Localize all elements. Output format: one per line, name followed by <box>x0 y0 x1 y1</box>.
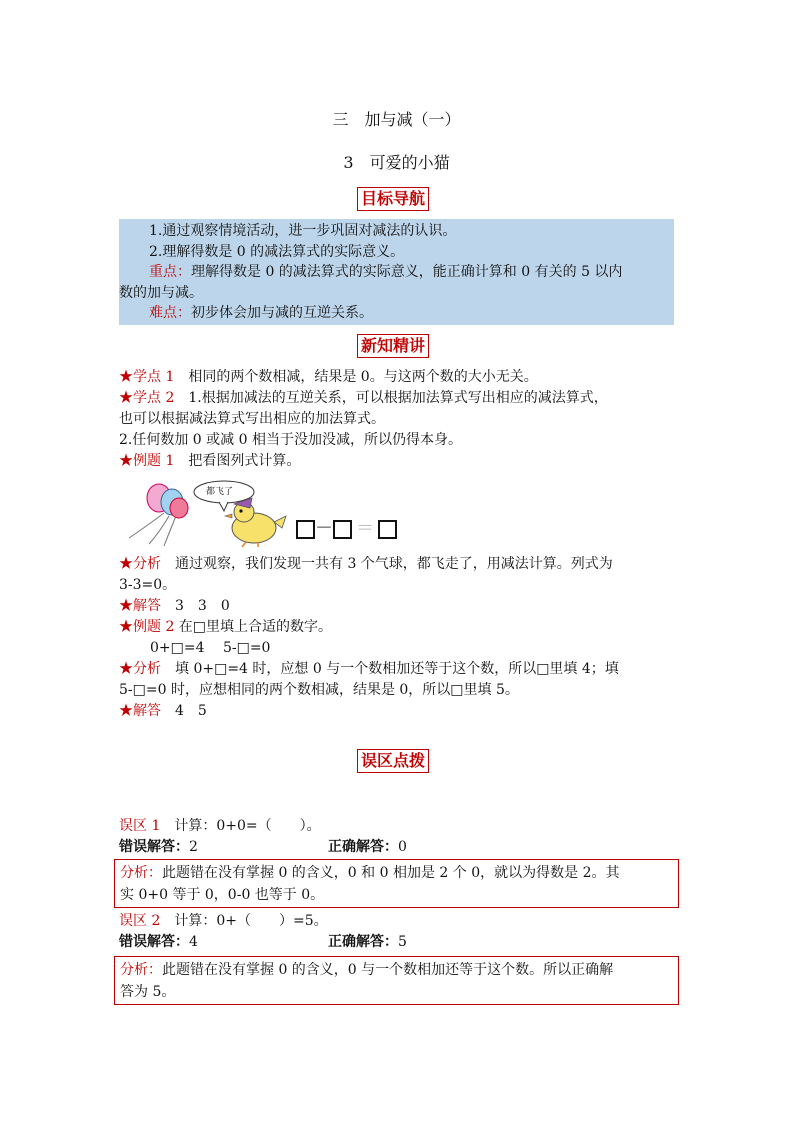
mistake2-correct <box>328 932 407 953</box>
mistake2-analysis-line-2: 答为 5。 <box>120 984 176 1000</box>
mistake1-analysis-text: 此题错在没有掌握 0 的含义，0 和 0 相加是 2 个 0，就以为得数是 2。其 <box>162 865 620 881</box>
mistake2-answers <box>119 932 679 953</box>
example2-line <box>119 617 679 638</box>
answer2-text: 4 5 <box>161 703 207 719</box>
key-point-text-cont: 数的加与减。 <box>119 284 203 301</box>
point2-label: ★学点 2 <box>119 390 175 406</box>
point2-text: 1.根据加减法的互逆关系，可以根据加法算式写出相应的减法算式， <box>174 390 608 406</box>
analysis1-label: ★分析 <box>119 556 161 572</box>
mistake2-wrong-label: 错误解答： <box>119 934 189 950</box>
mistake1-analysis-line-2: 实 0+0 等于 0，0-0 也等于 0。 <box>120 887 325 903</box>
analysis2-label: ★分析 <box>119 661 161 677</box>
point1-line <box>119 367 679 388</box>
example1-text: 把看图列式计算。 <box>174 453 301 469</box>
mistake1-label: 误区 1 <box>119 818 161 834</box>
goal-item-1: 1.通过观察情境活动，进一步巩固对减法的认识。 <box>149 223 457 239</box>
mistake2-correct-label: 正确解答： <box>328 934 398 950</box>
answer1-line <box>119 596 679 617</box>
analysis1-line <box>119 554 679 575</box>
mistake1-analysis-label: 分析： <box>120 865 162 881</box>
mistake1-wrong-label: 错误解答： <box>119 839 189 855</box>
example2-label: ★例题 2 <box>119 619 175 635</box>
analysis1-text-cont: 3-3=0。 <box>119 577 177 593</box>
mistake2-question-line <box>119 911 679 932</box>
mistake2-analysis-box <box>114 956 679 1005</box>
goal-heading: 目标导航 <box>357 187 429 211</box>
difficult-point-text: 初步体会加与减的互逆关系。 <box>191 305 373 321</box>
answer-box[interactable] <box>333 520 352 539</box>
point2-text-2: 2.任何数加 0 或减 0 相当于没加没减，所以仍得本身。 <box>119 432 462 448</box>
mistake2-analysis-label: 分析： <box>120 962 162 978</box>
example2-formula: 0+□=4 5-□=0 <box>150 640 271 656</box>
point1-text: 相同的两个数相减，结果是 0。与这两个数的大小无关。 <box>174 369 538 385</box>
mistake2-label: 误区 2 <box>119 913 161 929</box>
goal-item-2: 2.理解得数是 0 的减法算式的实际意义。 <box>149 243 405 260</box>
mistake2-question: 计算：0+（ ）=5。 <box>160 913 328 929</box>
mistake1-question: 计算：0+0=（ ）。 <box>160 818 321 834</box>
key-point-label: 重点： <box>149 264 191 280</box>
mistake2-correct-value: 5 <box>398 934 407 950</box>
mistake2-wrong-value: 4 <box>189 934 198 950</box>
page-title: 三 加与减（一） <box>332 110 461 129</box>
key-point-line <box>119 262 674 283</box>
mistake1-analysis-box <box>114 859 679 908</box>
mistake2-analysis-text: 此题错在没有掌握 0 的含义，0 与一个数相加还等于这个数。所以正确解 <box>162 962 614 978</box>
analysis2-line <box>119 659 679 680</box>
mistake1-correct-label: 正确解答： <box>328 839 398 855</box>
equals-sign: ＝ <box>356 518 374 539</box>
example1-label: ★例题 1 <box>119 453 175 469</box>
point1-label: ★学点 1 <box>119 369 175 385</box>
mistake1-correct-value: 0 <box>398 839 407 855</box>
answer1-text: 3 3 0 <box>161 598 230 614</box>
analysis2-text: 填 0+□=4 时，应想 0 与一个数相加还等于这个数，所以□里填 4；填 <box>161 661 619 677</box>
answer2-line <box>119 701 679 722</box>
difficult-point-line <box>119 303 674 324</box>
mistake-heading: 误区点拨 <box>357 749 429 773</box>
analysis1-text: 通过观察，我们发现一共有 3 个气球，都飞走了，用减法计算。列式为 <box>161 556 613 572</box>
answer1-label: ★解答 <box>119 598 161 614</box>
point2-text-cont: 也可以根据减法算式写出相应的加法算式。 <box>119 411 385 427</box>
balloons-icon <box>129 484 188 546</box>
knowledge-heading: 新知精讲 <box>357 334 429 358</box>
answer2-label: ★解答 <box>119 703 161 719</box>
mistake1-answers <box>119 837 679 858</box>
example1-formula <box>296 518 397 540</box>
mistake1-wrong-value: 2 <box>189 839 198 855</box>
point2-line <box>119 388 679 409</box>
answer-box[interactable] <box>296 520 315 539</box>
speech-bubble-text: 都飞了 <box>206 487 234 497</box>
mistake2-analysis-line-1 <box>120 959 673 981</box>
answer-box[interactable] <box>378 520 397 539</box>
mistake1-question-line <box>119 816 679 837</box>
example2-text: 在□里填上合适的数字。 <box>174 619 333 635</box>
goal-box <box>119 219 674 325</box>
chick-icon <box>225 498 286 547</box>
key-point-text: 理解得数是 0 的减法算式的实际意义，能正确计算和 0 有关的 5 以内 <box>191 264 623 280</box>
mistake1-correct <box>328 837 407 858</box>
analysis2-text-cont: 5-□=0 时，应想相同的两个数相减，结果是 0，所以□里填 5。 <box>119 682 519 698</box>
example1-line <box>119 451 679 472</box>
minus-sign: － <box>315 518 333 539</box>
lesson-title: 3 可爱的小猫 <box>343 153 450 172</box>
mistake1-analysis-line-1 <box>120 862 673 884</box>
difficult-point-label: 难点： <box>149 305 191 321</box>
